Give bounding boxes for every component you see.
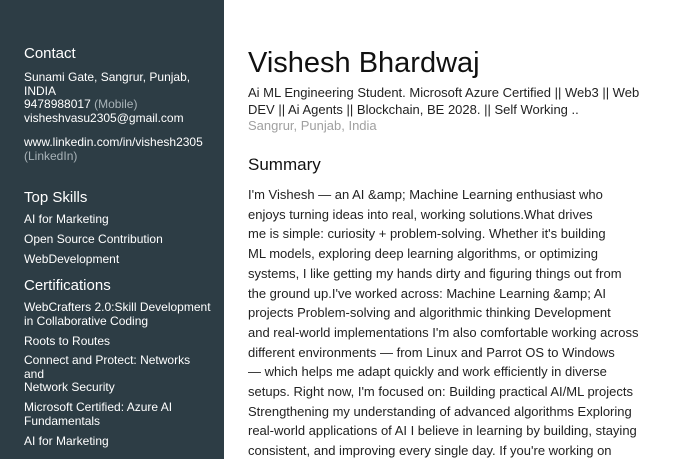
contact-heading: Contact xyxy=(24,45,76,62)
certification-line: WebCrafters 2.0:Skill Development xyxy=(24,300,211,315)
certification-list xyxy=(24,301,212,448)
skill-item: AI for Marketing xyxy=(24,211,109,226)
certification-line: Roots to Routes xyxy=(24,333,111,348)
linkedin-label: (LinkedIn) xyxy=(24,148,78,163)
summary-line: enjoys turning ideas into real, working solutions.What drives xyxy=(248,206,593,222)
certification-item xyxy=(24,335,212,349)
certifications-section xyxy=(24,277,212,448)
summary-line: me is simple: curiosity + problem-solving. Whether it's building xyxy=(248,226,606,242)
summary-text xyxy=(248,185,658,459)
contact-section xyxy=(24,45,212,164)
phone-label: (Mobile) xyxy=(94,97,138,112)
skill-list xyxy=(24,213,212,267)
certification-line: AI for Marketing xyxy=(24,433,109,448)
summary-line: the ground up.I've worked across: Machine Learning &amp; AI xyxy=(248,285,607,301)
summary-line: systems, I like getting my hands dirty and figuring things out from xyxy=(248,265,622,281)
certification-line: Connect and Protect: Networks and xyxy=(24,353,191,381)
certification-item xyxy=(24,301,212,328)
phone-number: 9478988017 xyxy=(24,97,91,112)
email-link[interactable]: visheshvasu2305@gmail.com xyxy=(24,110,184,125)
certification-line: in Collaborative Coding xyxy=(24,313,149,328)
summary-line: real-world applications of AI I believe in learning by building, staying xyxy=(248,423,637,439)
summary-line: projects Problem-solving and algorithmic thinking Development xyxy=(248,305,611,321)
contact-details xyxy=(24,71,212,164)
main-content xyxy=(248,0,668,459)
summary-line: Strengthening my understanding of advanced algorithms Exploring xyxy=(248,403,632,419)
sidebar xyxy=(0,0,224,459)
address-line-1: Sunami Gate, Sangrur, Punjab, xyxy=(24,70,191,84)
profile-name: Vishesh Bhardwaj xyxy=(248,47,480,79)
top-skills-heading: Top Skills xyxy=(24,188,88,206)
certification-line: Network Security xyxy=(24,380,115,395)
certification-item xyxy=(24,401,212,428)
summary-line: — which helps me adapt quickly and work efficiently in diverse xyxy=(248,364,607,380)
linkedin-block xyxy=(24,136,212,163)
profile-headline: Ai ML Engineering Student. Microsoft Azure Certified || Web3 || Web DEV || Ai Agents || Blockchain, BE 2028. || Self Working .. xyxy=(248,85,640,117)
skill-item: Open Source Contribution xyxy=(24,231,163,246)
certification-item xyxy=(24,354,212,395)
certification-line: Microsoft Certified: Azure AI xyxy=(24,400,173,415)
top-skills-section xyxy=(24,189,212,267)
summary-line: different environments — from Linux and Parrot OS to Windows xyxy=(248,344,615,360)
skill-item: WebDevelopment xyxy=(24,251,120,266)
profile-location: Sangrur, Punjab, India xyxy=(248,118,377,133)
certifications-heading: Certifications xyxy=(24,277,111,295)
phone-line xyxy=(24,98,212,112)
linkedin-link[interactable]: www.linkedin.com/in/vishesh2305 xyxy=(24,135,203,150)
summary-line: I'm Vishesh — an AI &amp; Machine Learning enthusiast who xyxy=(248,187,603,202)
summary-line: setups. Right now, I'm focused on: Building practical AI/ML projects xyxy=(248,384,633,400)
summary-line: consistent, and improving every single day. If you're working on xyxy=(248,443,612,459)
summary-heading: Summary xyxy=(248,155,321,174)
summary-line: ML models, exploring deep learning algorithms, or optimizing xyxy=(248,246,598,262)
certification-line: Fundamentals xyxy=(24,413,101,428)
certification-item xyxy=(24,435,212,449)
address-line-2: INDIA xyxy=(24,83,57,98)
summary-line: and real-world implementations I'm also comfortable working across xyxy=(248,324,639,340)
